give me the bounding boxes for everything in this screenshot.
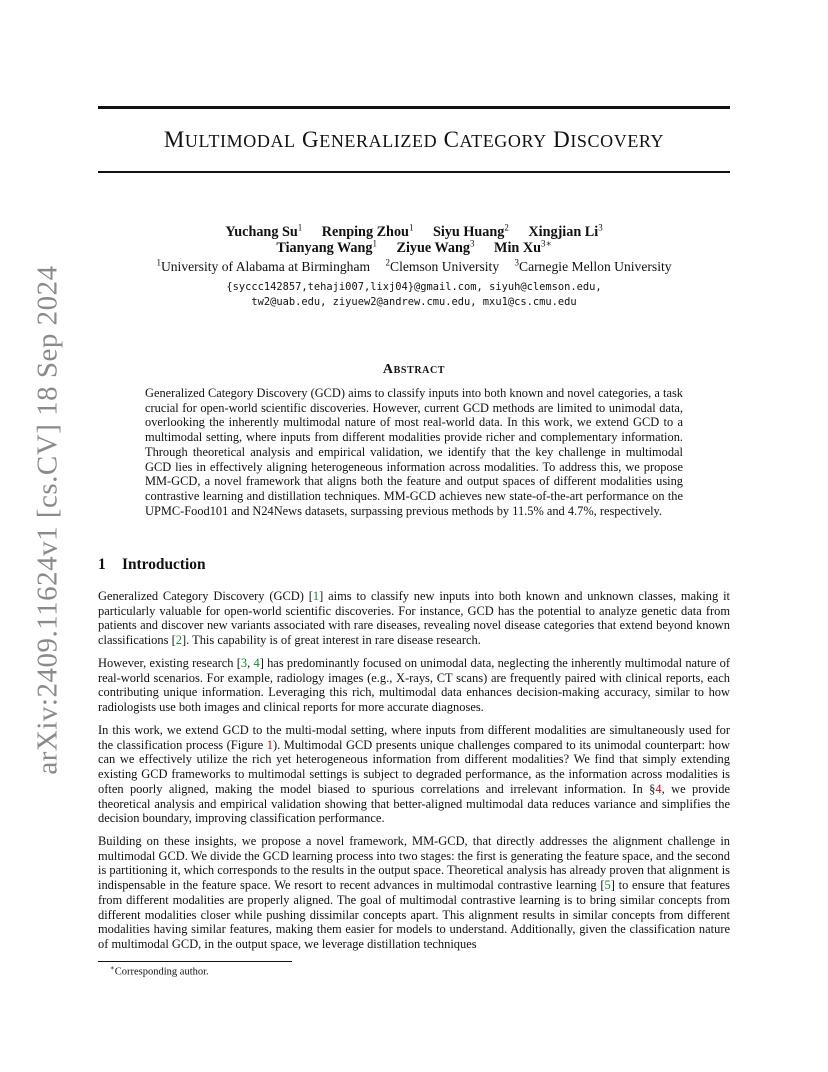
body-paragraph: However, existing research [3, 4] has predominantly focused on unimodal data, neglecting the inherently multimodal nature of real-world scenarios. For example, radiology images (e.g., X-rays, CT scans) are frequently paired with clinical reports, each contributing unique information. Leveraging this rich, multimodal data enhances decision-making accuracy, similar to how radiologists use both images and clinical reports for more accurate diagnoses. (98, 656, 731, 715)
body-paragraph: Generalized Category Discovery (GCD) [ 1 ] aims to classify new inputs into both known and unknown classes, making it particularly valuable for open-world scientific discoveries. For instance, GCD has the potential to analyze genetic data from patients and discover new variants associated with rare diseases, revealing novel disease categories that extend beyond known classifications [ 2 ] . This capability is of great interest in rare disease research. (98, 589, 730, 648)
footnote: ∗Corresponding author. (110, 964, 209, 978)
author: Tianyang Wang$^1$ (276, 238, 377, 256)
footnote-rule (98, 961, 292, 962)
citation-link[interactable]: 4 (253, 656, 260, 670)
abstract-text: Generalized Category Discovery (GCD) aims to classify inputs into both known and novel categories, a task crucial for open-world scientific discoveries. However, current GCD methods are limited to unimodal data, overlooking the inherently multimodal nature of most real-world data. In this work, we extend GCD to a multimodal setting, where inputs from different modalities provide richer and complementary information. Through theoretical analysis and empirical validation, we identify that the key challenge in multimodal GCD lies in effectively aligning heterogeneous information across modalities. To address this, we propose MM-GCD, a novel framework that aligns both the feature and output spaces of different modalities using contrastive learning and distillation techniques. MM-GCD achieves new state-of-the-art performance on the UPMC-Food101 and N24News datasets, surpassing previous methods by 11.5% and 4.7%, respectively. (145, 386, 683, 518)
affiliations (98, 257, 730, 275)
body-paragraph: Building on these insights, we propose a novel framework, MM-GCD, that directly addresses the alignment challenge in multimodal GCD. We divide the GCD learning process into two stages: the first is generating the feature space, and the second is partitioning it, which corresponds to the results in the output space. Theoretical analysis has already proven that alignment is indispensable in the feature space. We resort to recent advances in multimodal contrastive learning [ 5 ] to ensure that features from different modalities are properly aligned. The goal of multimodal contrastive learning is to bring similar concepts from different modalities closer while pushing dissimilar concepts apart. This alignment results in similar concepts from different modalities having similar features, making them easier for models to understand. Additionally, given the classification nature of multimodal GCD, in the output space, we leverage distillation techniques (98, 834, 730, 952)
affiliation: $^1$University of Alabama at Birmingham (156, 257, 371, 274)
citation-link[interactable]: 3 (240, 656, 248, 670)
email-line-2: tw2@uab.edu, ziyuew2@andrew.cmu.edu, mxu1@cs.cmu.edu (251, 296, 577, 308)
section-heading: 1 Introduction (98, 556, 206, 573)
arxiv-stamp: arXiv:2409.11624v1 [cs.CV] 18 Sep 2024 (31, 265, 64, 775)
figure-reference-link[interactable]: 1 (266, 737, 274, 752)
section-reference-link[interactable]: 4 (655, 781, 662, 796)
affiliation: $^3$Carnegie Mellon University (514, 257, 672, 274)
citation-link[interactable]: [ 1 ] (309, 589, 324, 603)
email-line-1: {syccc142857,tehaji007,lixj04}@gmail.com, siyuh@clemson.edu, (226, 281, 602, 293)
citation-link[interactable]: [ 2 ] (172, 633, 187, 647)
author: Min $Xu^{3∗}$ (494, 238, 552, 256)
author: Ziyue Wang$^3$ (396, 238, 475, 256)
author: Renping Zhou$^1$ (321, 222, 414, 240)
author: Yuchang Su$^1$ (225, 222, 303, 240)
author: Xingjian Li$^3$ (528, 222, 603, 240)
affiliation: $^2$Clemson University (385, 257, 500, 274)
paper-title: MULTIMODAL GENERALIZED CATEGORY DISCOVERY (163, 127, 665, 152)
citation-link[interactable]: [ 5 ] (600, 878, 615, 892)
author: Siyu Huang$^2$ (432, 222, 509, 240)
body-paragraph: In this work, we extend GCD to the multi-modal setting, where inputs from different modalities are simultaneously used for the classification process (Figure 1). Multimodal GCD presents unique challenges compared to its unimodal counterpart: how can we effectively utilize the rich yet heterogeneous information from different modalities? We find that simply extending existing GCD frameworks to multimodal settings is subject to degraded performance, as the information across modalities is often poorly aligned, making the model biased to spurious correlations and irrelevant information. In §4, we provide theoretical analysis and empirical validation showing that better-aligned multimodal data reduces variance and simplifies the decision boundary, improving classification performance. (98, 723, 730, 826)
title-top-rule (98, 106, 730, 109)
title-bottom-rule (98, 171, 730, 173)
abstract-heading: Abstract (382, 362, 446, 377)
author-line-2 (98, 235, 730, 257)
